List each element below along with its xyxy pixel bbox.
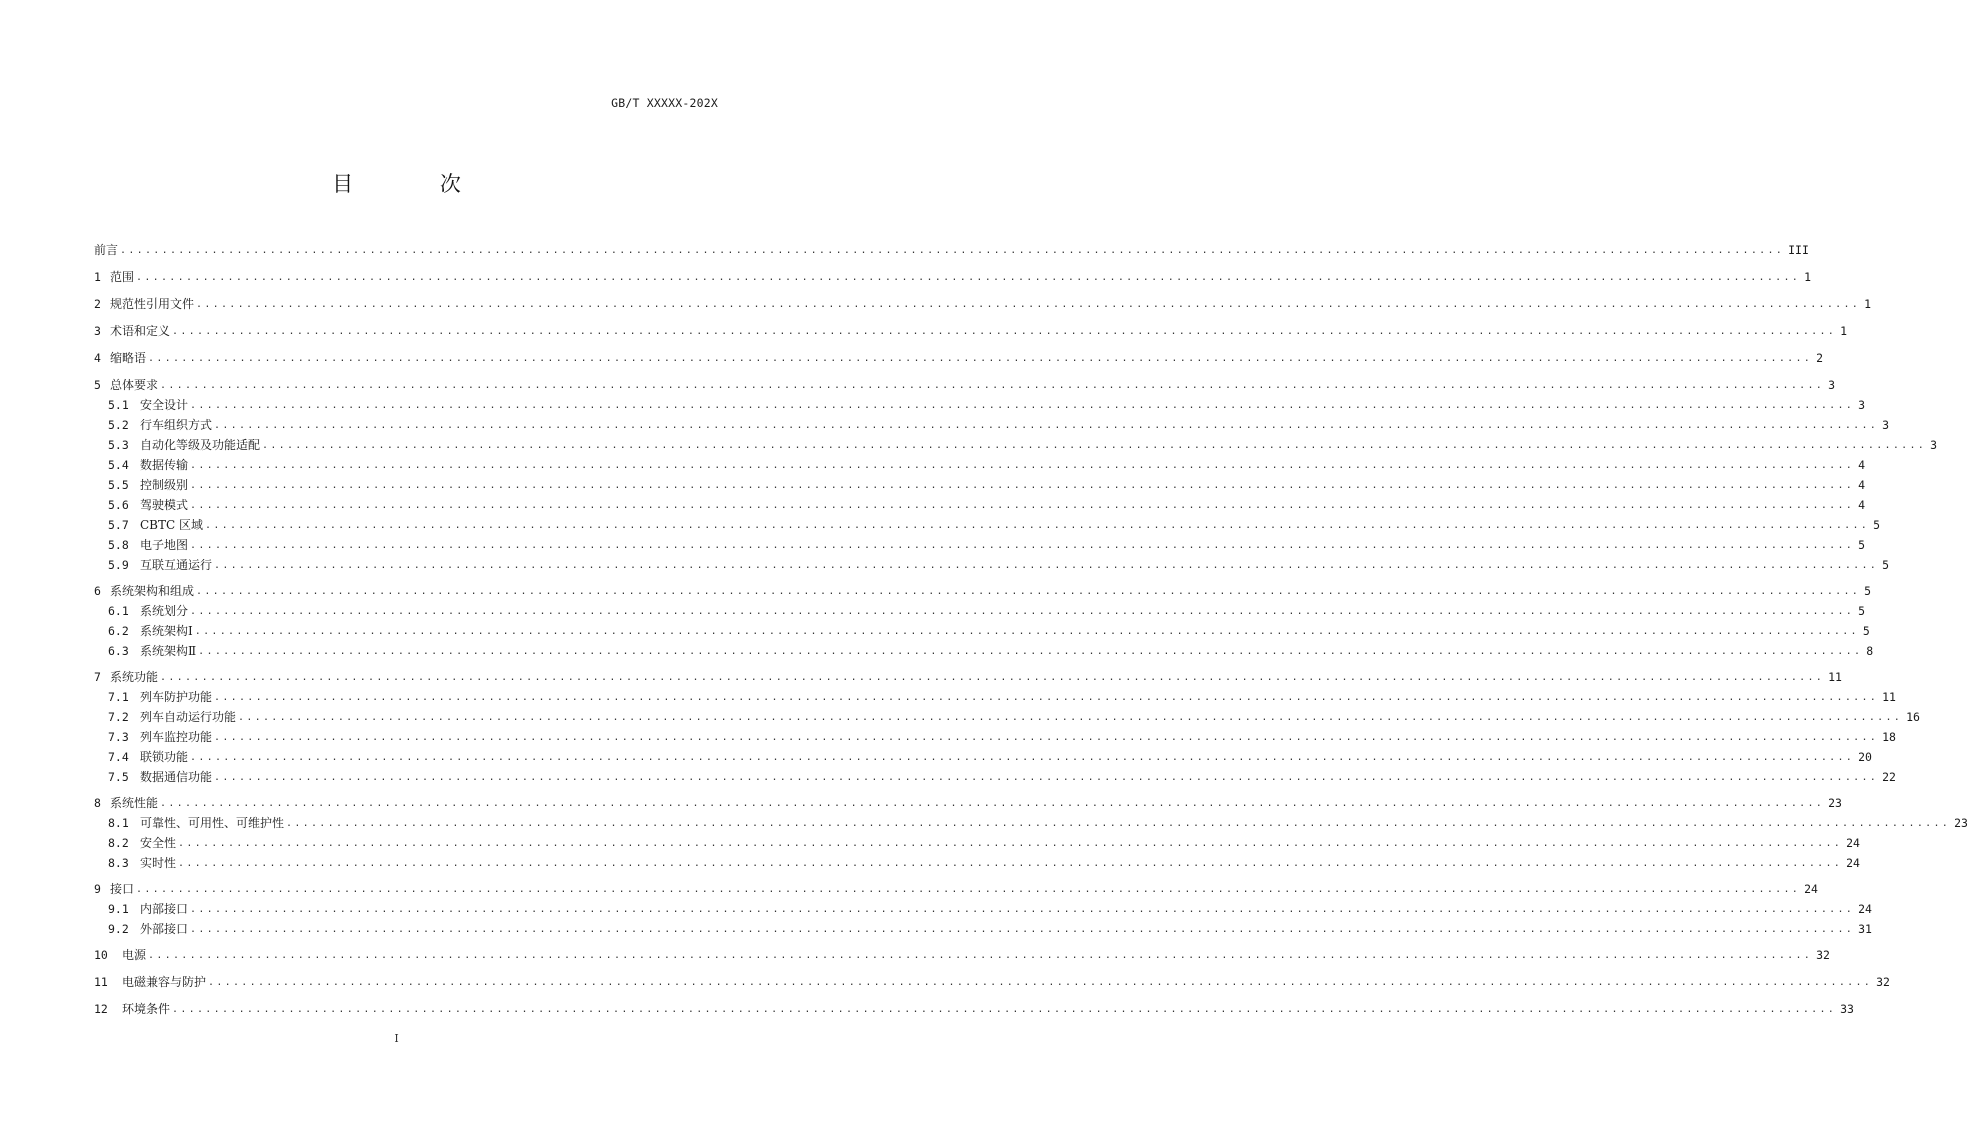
toc-entry-page: 5 — [1873, 518, 1881, 532]
toc-entry-page: 24 — [1846, 836, 1860, 850]
toc-subentry[interactable] — [108, 622, 1870, 640]
toc-leader-dots: ........................................................................................................................................................................................................ — [214, 732, 1879, 743]
toc-entry-label: 列车监控功能 — [140, 730, 213, 744]
toc-entry-number: 5.8 — [108, 538, 129, 552]
toc-entry-page: 1 — [1840, 324, 1848, 338]
toc-leader-dots: ........................................................................................................................................................................................................ — [214, 420, 1879, 431]
toc-leader-dots: ........................................................................................................................................................................................................ — [120, 245, 1785, 256]
toc-entry-page: 1 — [1864, 297, 1872, 311]
toc-subentry[interactable] — [108, 516, 1881, 534]
toc-entry-label: 列车防护功能 — [140, 690, 213, 704]
toc-leader-dots: ........................................................................................................................................................................................................ — [190, 500, 1855, 511]
toc-leader-dots: ........................................................................................................................................................................................................ — [286, 818, 1951, 829]
toc-entry-page: 23 — [1954, 816, 1968, 830]
toc-entry[interactable] — [94, 322, 1848, 340]
toc-leader-dots: ........................................................................................................................................................................................................ — [172, 1004, 1837, 1015]
toc-subentry[interactable] — [108, 814, 1968, 832]
toc-entry-label: 外部接口 — [140, 922, 189, 936]
toc-entry-label: 安全设计 — [140, 398, 189, 412]
toc-entry[interactable] — [94, 376, 1836, 394]
toc-subentry[interactable] — [108, 688, 1896, 706]
toc-entry-page: 5 — [1862, 624, 1870, 638]
toc-entry-page: 24 — [1804, 882, 1818, 896]
toc-entry-page: 4 — [1858, 478, 1866, 492]
toc-entry-label: CBTC 区域 — [140, 518, 204, 532]
toc-entry-number: 7.2 — [108, 710, 129, 724]
toc-entry-number: 4 — [94, 351, 101, 365]
toc-entry-page: III — [1788, 243, 1809, 257]
toc-leader-dots: ........................................................................................................................................................................................................ — [190, 540, 1855, 551]
toc-entry-number: 10 — [94, 948, 108, 962]
toc-leader-dots: ........................................................................................................................................................................................................ — [160, 380, 1825, 391]
toc-leader-dots: ........................................................................................................................................................................................................ — [214, 692, 1879, 703]
toc-leader-dots: ........................................................................................................................................................................................................ — [178, 858, 1843, 869]
toc-entry-number: 8 — [94, 796, 101, 810]
toc-entry-number: 9.2 — [108, 922, 129, 936]
toc-entry-number: 8.1 — [108, 816, 129, 830]
toc-entry-number: 7.4 — [108, 750, 129, 764]
toc-entry-number: 7.3 — [108, 730, 129, 744]
toc-leader-dots: ........................................................................................................................................................................................................ — [198, 646, 1863, 657]
toc-entry-page: 3 — [1828, 378, 1836, 392]
toc-entry-number: 7.1 — [108, 690, 129, 704]
toc-leader-dots: ........................................................................................................................................................................................................ — [172, 326, 1837, 337]
toc-leader-dots: ........................................................................................................................................................................................................ — [196, 586, 1861, 597]
toc-entry-page: 16 — [1906, 710, 1920, 724]
toc-leader-dots: ........................................................................................................................................................................................................ — [190, 606, 1855, 617]
toc-entry-label: 列车自动运行功能 — [140, 710, 237, 724]
toc-subentry[interactable] — [108, 854, 1860, 872]
toc-entry-number: 5.5 — [108, 478, 129, 492]
toc-subentry[interactable] — [108, 396, 1866, 414]
toc-entry-label: 前言 — [94, 243, 119, 257]
toc-leader-dots: ........................................................................................................................................................................................................ — [190, 400, 1855, 411]
toc-entry-number: 6.1 — [108, 604, 129, 618]
toc-leader-dots: ........................................................................................................................................................................................................ — [160, 672, 1825, 683]
toc-entry[interactable] — [94, 268, 1812, 286]
toc-entry-page: 11 — [1882, 690, 1896, 704]
toc-subentry[interactable] — [108, 456, 1866, 474]
page-number: I — [394, 1032, 399, 1045]
toc-entry-label: 系统功能 — [110, 670, 159, 684]
toc-entry-number: 7.5 — [108, 770, 129, 784]
toc-entry-number: 5.2 — [108, 418, 129, 432]
toc-entry-number: 7 — [94, 670, 101, 684]
toc-entry-label: 数据传输 — [140, 458, 189, 472]
toc-leader-dots: ........................................................................................................................................................................................................ — [148, 353, 1813, 364]
toc-entry-label: 电源 — [122, 948, 147, 962]
toc-entry-page: 4 — [1858, 458, 1866, 472]
toc-entry-label: 系统架构Ⅱ — [140, 644, 197, 658]
toc-entry-label: 接口 — [110, 882, 135, 896]
toc-entry-label: 互联互通运行 — [140, 558, 213, 572]
toc-entry-label: 规范性引用文件 — [110, 297, 195, 311]
toc-entry-label: 系统架构Ⅰ — [140, 624, 193, 638]
toc-entry[interactable] — [94, 349, 1824, 367]
toc-entry-label: 缩略语 — [110, 351, 147, 365]
toc-leader-dots: ........................................................................................................................................................................................................ — [214, 560, 1879, 571]
page-title: 目 次 — [332, 172, 501, 196]
toc-entry-label: 系统架构和组成 — [110, 584, 195, 598]
toc-leader-dots: ........................................................................................................................................................................................................ — [190, 904, 1855, 915]
toc-subentry[interactable] — [108, 496, 1866, 514]
toc-leader-dots: ........................................................................................................................................................................................................ — [196, 299, 1861, 310]
toc-entry-number: 5.6 — [108, 498, 129, 512]
toc-entry-page: 5 — [1864, 584, 1872, 598]
toc-entry-page: 8 — [1866, 644, 1874, 658]
toc-entry-label: 安全性 — [140, 836, 177, 850]
toc-entry-page: 11 — [1828, 670, 1842, 684]
toc-entry-label: 环境条件 — [122, 1002, 171, 1016]
toc-leader-dots: ........................................................................................................................................................................................................ — [208, 977, 1873, 988]
toc-subentry[interactable] — [108, 920, 1872, 938]
toc-leader-dots: ........................................................................................................................................................................................................ — [178, 838, 1843, 849]
toc-entry-label: 自动化等级及功能适配 — [140, 438, 261, 452]
toc-entry-page: 23 — [1828, 796, 1842, 810]
toc-subentry[interactable] — [108, 536, 1866, 554]
toc-subentry[interactable] — [108, 416, 1890, 434]
toc-leader-dots: ........................................................................................................................................................................................................ — [136, 884, 1801, 895]
toc-subentry[interactable] — [108, 768, 1896, 786]
toc-leader-dots: ........................................................................................................................................................................................................ — [190, 480, 1855, 491]
toc-entry[interactable] — [94, 295, 1872, 313]
toc-entry-number: 6.3 — [108, 644, 129, 658]
toc-entry-page: 20 — [1858, 750, 1872, 764]
toc-entry-number: 5.4 — [108, 458, 129, 472]
toc-subentry[interactable] — [108, 556, 1890, 574]
toc-entry-page: 1 — [1804, 270, 1812, 284]
toc-subentry[interactable] — [108, 728, 1896, 746]
toc-entry-number: 5.7 — [108, 518, 129, 532]
toc-entry[interactable] — [94, 668, 1842, 686]
toc-entry-page: 33 — [1840, 1002, 1854, 1016]
toc-subentry[interactable] — [108, 900, 1872, 918]
toc-entry-number: 6 — [94, 584, 101, 598]
toc-entry-page: 24 — [1846, 856, 1860, 870]
toc-leader-dots: ........................................................................................................................................................................................................ — [214, 772, 1879, 783]
toc-leader-dots: ........................................................................................................................................................................................................ — [148, 950, 1813, 961]
toc-entry-number: 8.2 — [108, 836, 129, 850]
toc-entry-number: 12 — [94, 1002, 108, 1016]
toc-entry[interactable] — [94, 241, 1809, 259]
toc-entry-label: 联锁功能 — [140, 750, 189, 764]
toc-entry-page: 3 — [1882, 418, 1890, 432]
toc-entry-page: 18 — [1882, 730, 1896, 744]
toc-entry[interactable] — [94, 880, 1818, 898]
toc-entry-label: 电子地图 — [140, 538, 189, 552]
toc-entry-label: 范围 — [110, 270, 135, 284]
toc-entry-label: 系统性能 — [110, 796, 159, 810]
toc-entry-page: 5 — [1858, 604, 1866, 618]
toc-entry-label: 行车组织方式 — [140, 418, 213, 432]
toc-entry-number: 5.9 — [108, 558, 129, 572]
toc-entry-page: 31 — [1858, 922, 1872, 936]
toc-subentry[interactable] — [108, 642, 1874, 660]
toc-entry-number: 5 — [94, 378, 101, 392]
toc-subentry[interactable] — [108, 748, 1872, 766]
toc-subentry[interactable] — [108, 476, 1866, 494]
toc-subentry[interactable] — [108, 602, 1866, 620]
toc-entry-label: 系统划分 — [140, 604, 189, 618]
toc-entry-number: 11 — [94, 975, 108, 989]
toc-entry-label: 可靠性、可用性、可维护性 — [140, 816, 285, 830]
toc-entry-page: 2 — [1816, 351, 1824, 365]
toc-entry-page: 32 — [1876, 975, 1890, 989]
toc-entry[interactable] — [94, 582, 1872, 600]
toc-entry-page: 32 — [1816, 948, 1830, 962]
toc-subentry[interactable] — [108, 834, 1860, 852]
toc-entry-label: 术语和定义 — [110, 324, 171, 338]
toc-leader-dots: ........................................................................................................................................................................................................ — [190, 924, 1855, 935]
toc-entry-label: 电磁兼容与防护 — [122, 975, 207, 989]
toc-leader-dots: ........................................................................................................................................................................................................ — [205, 520, 1870, 531]
toc-entry-number: 5.3 — [108, 438, 129, 452]
toc-entry-page: 22 — [1882, 770, 1896, 784]
toc-leader-dots: ........................................................................................................................................................................................................ — [238, 712, 1903, 723]
toc-entry-label: 总体要求 — [110, 378, 159, 392]
toc-entry-page: 3 — [1858, 398, 1866, 412]
toc-leader-dots: ........................................................................................................................................................................................................ — [190, 460, 1855, 471]
toc-leader-dots: ........................................................................................................................................................................................................ — [190, 752, 1855, 763]
toc-leader-dots: ........................................................................................................................................................................................................ — [160, 798, 1825, 809]
toc-entry-number: 6.2 — [108, 624, 129, 638]
toc-entry-number: 1 — [94, 270, 101, 284]
toc-subentry[interactable] — [108, 708, 1920, 726]
toc-leader-dots: ........................................................................................................................................................................................................ — [262, 440, 1927, 451]
toc-leader-dots: ........................................................................................................................................................................................................ — [194, 626, 1859, 637]
toc-entry[interactable] — [94, 1000, 1854, 1018]
toc-entry-label: 实时性 — [140, 856, 177, 870]
toc-entry-number: 5.1 — [108, 398, 129, 412]
toc-entry-number: 2 — [94, 297, 101, 311]
toc-entry-page: 3 — [1930, 438, 1938, 452]
toc-entry-page: 5 — [1882, 558, 1890, 572]
toc-entry-number: 9 — [94, 882, 101, 896]
toc-entry[interactable] — [94, 794, 1842, 812]
toc-entry[interactable] — [94, 946, 1830, 964]
toc-entry-number: 3 — [94, 324, 101, 338]
document-code: GB/T XXXXX-202X — [611, 96, 718, 110]
toc-entry-label: 驾驶模式 — [140, 498, 189, 512]
toc-entry-number: 9.1 — [108, 902, 129, 916]
toc-subentry[interactable] — [108, 436, 1938, 454]
toc-entry-label: 控制级别 — [140, 478, 189, 492]
toc-entry-page: 5 — [1858, 538, 1866, 552]
toc-entry-label: 内部接口 — [140, 902, 189, 916]
toc-entry-page: 24 — [1858, 902, 1872, 916]
toc-entry-label: 数据通信功能 — [140, 770, 213, 784]
toc-leader-dots: ........................................................................................................................................................................................................ — [136, 272, 1801, 283]
toc-entry-page: 4 — [1858, 498, 1866, 512]
toc-entry-number: 8.3 — [108, 856, 129, 870]
toc-entry[interactable] — [94, 973, 1890, 991]
